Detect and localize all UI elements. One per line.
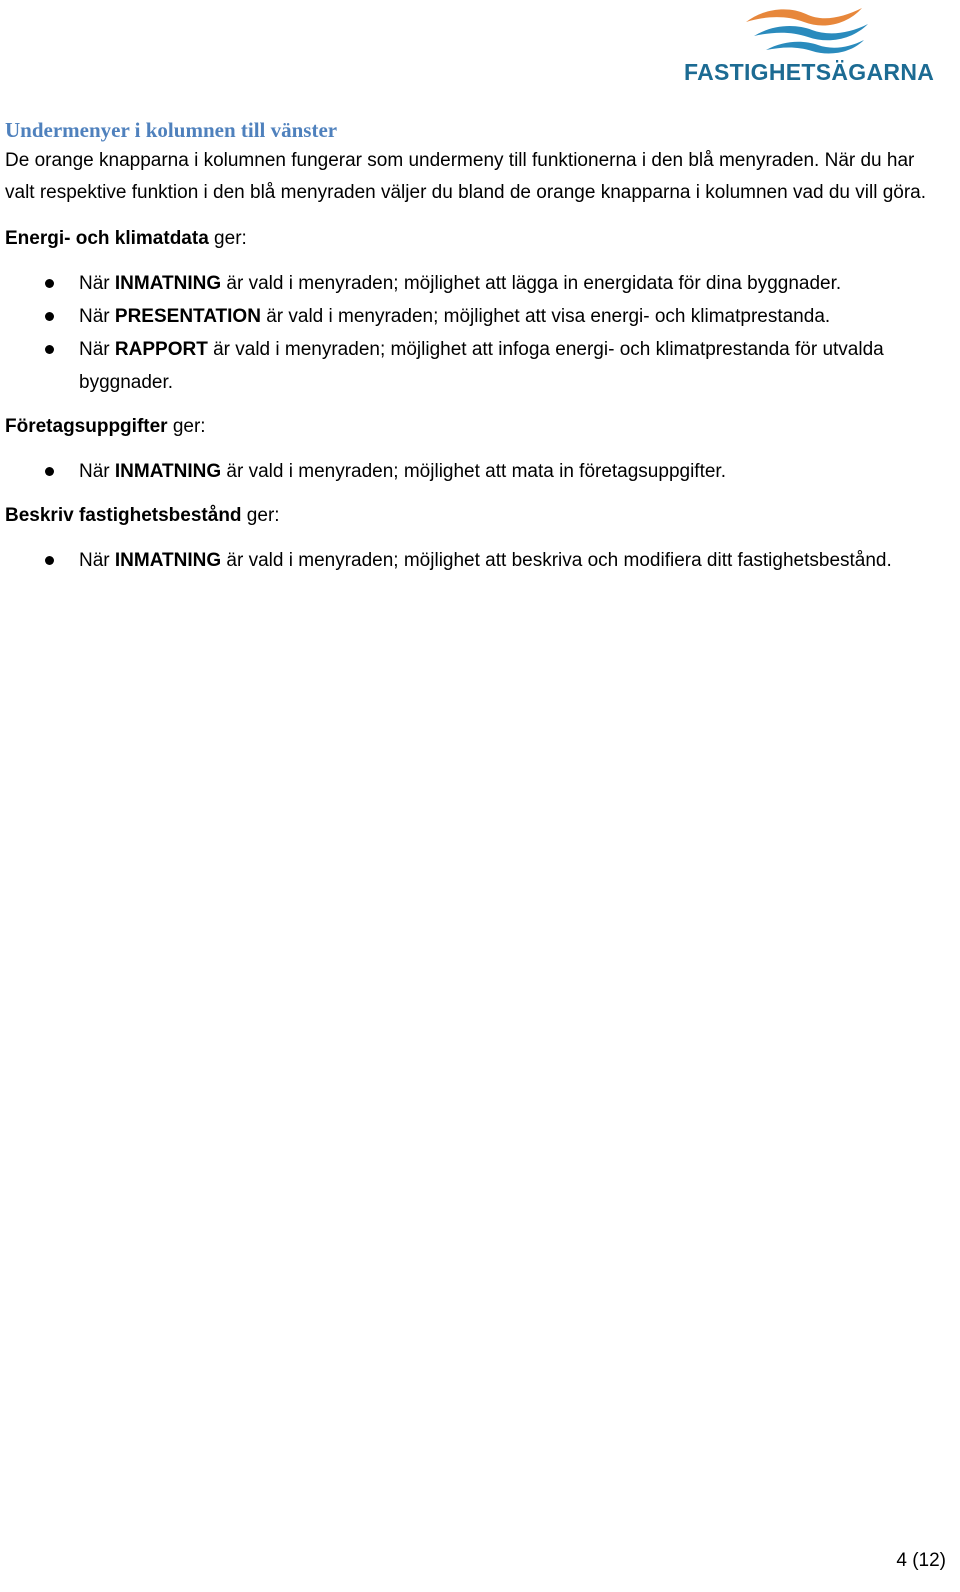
sections xyxy=(5,223,935,577)
item-text: När xyxy=(79,273,115,294)
bullet-icon xyxy=(45,467,54,476)
menu-keyword: INMATNING xyxy=(114,273,222,294)
section-label xyxy=(5,223,935,255)
logo xyxy=(684,4,946,84)
section-label xyxy=(5,500,935,532)
item-text: När xyxy=(79,461,115,482)
section-heading: Undermenyer i kolumnen till vänster xyxy=(5,118,338,142)
list-item xyxy=(5,267,935,300)
item-text: När xyxy=(79,306,115,327)
section-suffix: ger: xyxy=(167,416,206,437)
bullet-icon xyxy=(45,279,54,288)
item-text: När xyxy=(79,550,115,571)
waves-icon xyxy=(744,4,874,56)
item-text: När xyxy=(79,339,115,360)
item-text: är vald i menyraden; möjlighet att lägga in energidata för dina byggnader. xyxy=(221,273,842,294)
item-text: är vald i menyraden; möjlighet att infoga energi- och klimatprestanda för utvalda byggnader. xyxy=(79,339,884,393)
menu-keyword: RAPPORT xyxy=(114,339,208,360)
bullet-icon xyxy=(45,312,54,321)
item-text: är vald i menyraden; möjlighet att beskriva och modifiera ditt fastighetsbestånd. xyxy=(221,550,892,571)
item-text: är vald i menyraden; möjlighet att mata in företagsuppgifter. xyxy=(221,461,726,482)
intro-paragraph: De orange knapparna i kolumnen fungerar som undermeny till funktionerna i den blå menyraden. När du har valt respektive funktion i den blå menyraden väljer du bland de orange knapparna i kolumnen vad du vill göra. xyxy=(5,150,927,203)
page-number: 4 (12) xyxy=(896,1550,946,1571)
bullet-icon xyxy=(45,345,54,354)
menu-keyword: INMATNING xyxy=(114,461,222,482)
section-title: Energi- och klimatdata xyxy=(5,228,209,249)
document-body xyxy=(5,115,935,589)
list-item xyxy=(5,544,935,577)
bullet-list xyxy=(5,267,935,399)
menu-keyword: INMATNING xyxy=(114,550,222,571)
menu-keyword: PRESENTATION xyxy=(114,306,261,327)
section-title: Företagsuppgifter xyxy=(5,416,168,437)
section-label xyxy=(5,411,935,443)
item-text: är vald i menyraden; möjlighet att visa energi- och klimatprestanda. xyxy=(260,306,831,327)
logo-text: FASTIGHETSÄGARNA xyxy=(684,59,935,85)
list-item xyxy=(5,455,935,488)
bullet-icon xyxy=(45,556,54,565)
section-title: Beskriv fastighetsbestånd xyxy=(5,505,242,526)
section-suffix: ger: xyxy=(241,505,280,526)
bullet-list xyxy=(5,455,935,488)
list-item xyxy=(5,333,935,399)
list-item xyxy=(5,300,935,333)
bullet-list xyxy=(5,544,935,577)
section-suffix: ger: xyxy=(208,228,247,249)
